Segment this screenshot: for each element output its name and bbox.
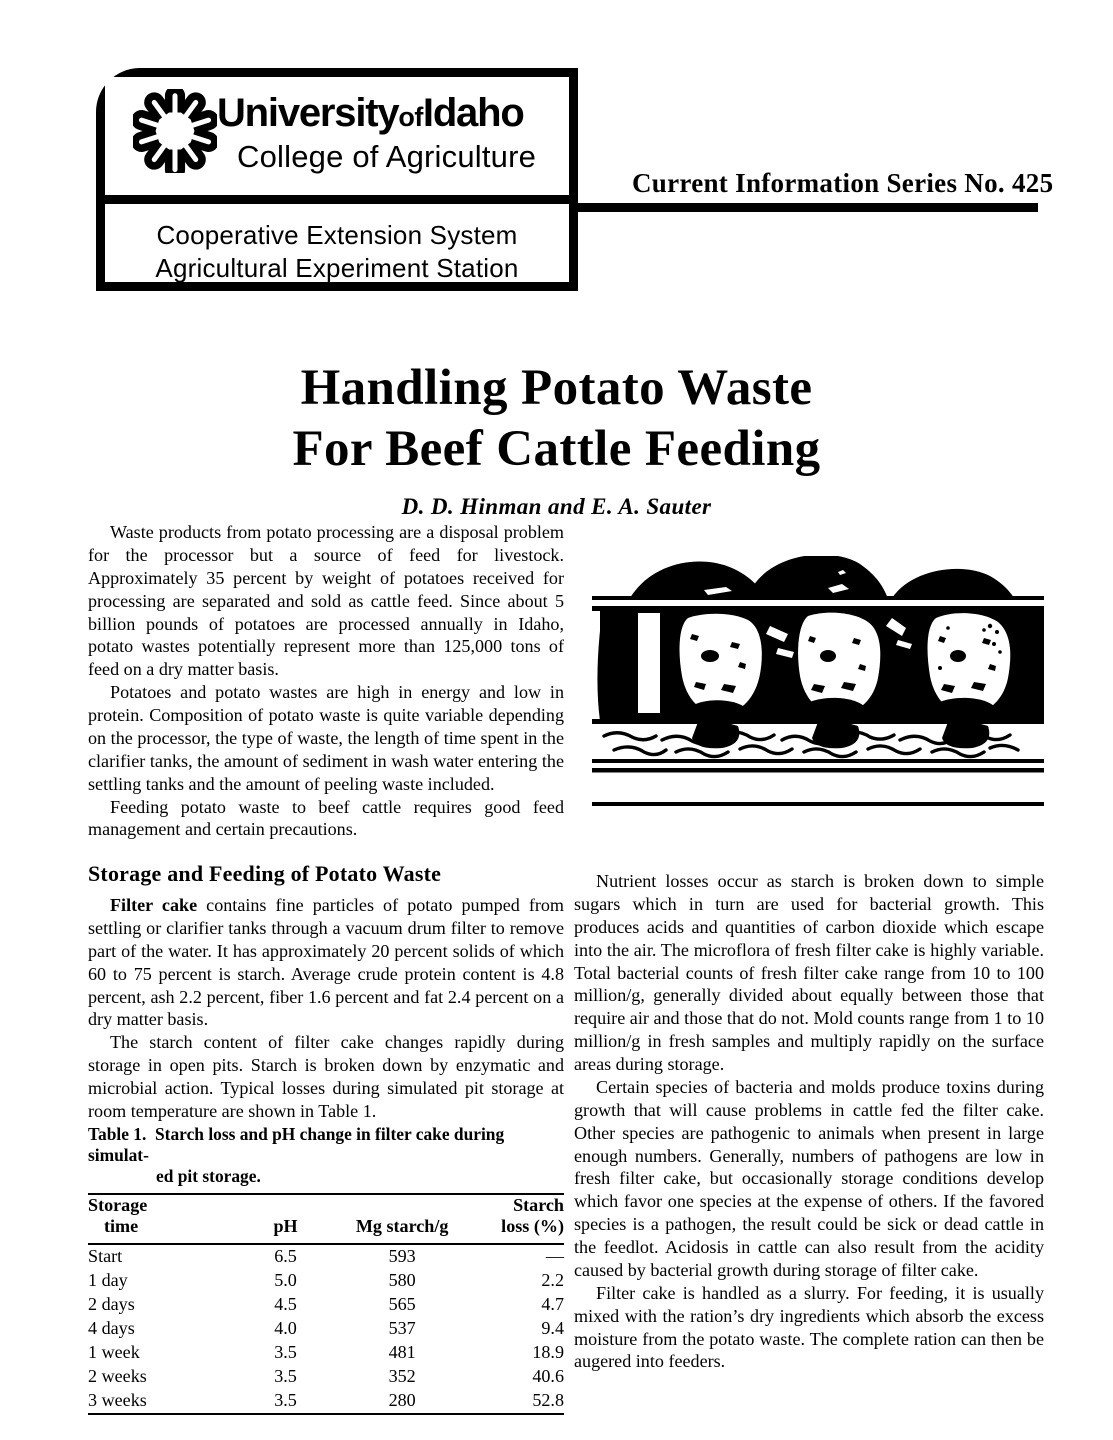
cell-ph: 4.5 — [274, 1294, 297, 1315]
table-caption — [88, 1124, 564, 1188]
cell-starch-loss: 40.6 — [532, 1365, 564, 1386]
cell-starch-loss: 9.4 — [541, 1318, 564, 1339]
cell-starch-loss: 18.9 — [532, 1341, 564, 1362]
table-caption-line-2: ed pit storage. — [156, 1166, 261, 1187]
header-loss-pct: loss (%) — [501, 1216, 564, 1237]
table-row — [88, 1317, 564, 1341]
table-header — [88, 1194, 564, 1244]
idaho-word: Idaho — [422, 91, 524, 135]
cell-storage-time: 4 days — [88, 1318, 135, 1339]
college-line: College of Agriculture — [237, 139, 537, 174]
right-text-column — [574, 870, 1044, 1373]
table-row — [88, 1269, 564, 1293]
cell-storage-time: 2 days — [88, 1294, 135, 1315]
table-row — [88, 1389, 564, 1414]
column-header-ph — [236, 1194, 336, 1238]
cell-starch-loss: 2.2 — [541, 1270, 564, 1291]
cell-starch-loss: 52.8 — [469, 1389, 564, 1414]
university-wordmark — [217, 93, 524, 133]
authors-byline: D. D. Hinman and E. A. Sauter — [401, 494, 712, 520]
paragraph-filter-cake — [88, 894, 564, 1031]
paragraph: Nutrient losses occur as starch is broken down to simple sugars which in turn are used for bacterial growth. This produces acids and quantities of carbon dioxide which escape into the air. The microflora of fresh filter cake is highly variable. Total bacterial counts of fresh filter cake range from 10 to 100 million/g, generally divided about equally between those that require air and those that do not. Mold counts range from 1 to 10 million/g in fresh samples and multiply rapidly on the surface areas during storage. — [574, 871, 1044, 1074]
header-storage: Storage — [88, 1194, 148, 1215]
cattle-feeding-illustration — [592, 556, 1044, 814]
table-row — [88, 1365, 564, 1389]
starch-loss-table — [88, 1193, 564, 1415]
cell-ph: 5.0 — [274, 1270, 297, 1291]
experiment-station-line: Agricultural Experiment Station — [155, 253, 519, 283]
cell-mg-starch: 580 — [388, 1270, 416, 1291]
table-1-block — [88, 1124, 564, 1415]
cell-storage-time: 1 day — [88, 1270, 128, 1291]
header-ph-label: pH — [273, 1216, 298, 1237]
table-body — [88, 1244, 564, 1414]
table-caption-line-1: Starch loss and pH change in filter cake during simulat- — [88, 1124, 505, 1166]
paragraph: Filter cake is handled as a slurry. For feeding, it is usually mixed with the ration’s dry ingredients which absorb the excess moisture from the potato waste. The complete ration can then be augered into feeders. — [574, 1282, 1044, 1372]
table-caption-label: Table 1. — [88, 1124, 147, 1144]
title-block — [0, 358, 1113, 520]
table-row — [88, 1341, 564, 1365]
paragraph: Feeding potato waste to beef cattle requires good feed management and certain precautions. — [88, 796, 564, 840]
section-heading-storage-and-feeding: Storage and Feeding of Potato Waste — [88, 861, 442, 887]
cell-ph: 4.0 — [274, 1318, 297, 1339]
cell-mg-starch: 537 — [388, 1318, 416, 1339]
header-mg-label: Mg starch/g — [355, 1216, 449, 1237]
cell-ph: 3.5 — [274, 1341, 297, 1362]
cell-starch-loss: — — [545, 1246, 564, 1267]
of-word: of — [398, 102, 423, 132]
paragraph-starch-content: The starch content of filter cake changes rapidly during storage in open pits. Starch is broken down by enzymatic and microbial action. Typical losses during simulated pit storage at room temperature are shown in Table 1. — [88, 1032, 564, 1121]
masthead-upper-panel — [105, 77, 569, 204]
cell-ph: 3.5 — [236, 1389, 336, 1414]
table-header-row — [88, 1194, 564, 1238]
cell-mg-starch: 352 — [388, 1365, 416, 1386]
cell-storage-time: 1 week — [88, 1341, 140, 1362]
masthead-horizontal-rule — [578, 203, 1038, 212]
paragraph: Waste products from potato processing are a disposal problem for the processor but a source of feed for livestock. Approximately 35 percent by weight of potatoes received for processing are separated and sold as cattle feed. Since about 5 billion pounds of potatoes are processed annually in Idaho, potato wastes potentially represent more than 125,000 tons of feed on a dry matter basis. — [88, 522, 564, 680]
cell-mg-starch: 280 — [336, 1389, 469, 1414]
filter-cake-body: contains fine particles of potato pumped from settling or clarifier tanks through a vacuum drum filter to remove part of the water. It has approximately 20 percent solids of which 60 to 75 percent is starch. Average crude protein content is 4.8 percent, ash 2.2 percent, fiber 1.6 percent and fat 2.4 percent on a dry matter basis. — [88, 895, 564, 1030]
cell-storage-time: 2 weeks — [88, 1365, 147, 1386]
filter-cake-lead-in: Filter cake — [110, 895, 198, 916]
page-title — [0, 358, 1113, 480]
cell-starch-loss: 4.7 — [541, 1294, 564, 1315]
paragraph: Certain species of bacteria and molds produce toxins during growth that will cause problems in cattle fed the filter cake. Other species are pathogenic to animals when present in large enough numbers. Generally, numbers of pathogens are low in fresh filter cake, but occasionally storage conditions develop which favor one species at the expense of others. If the favored species is a pathogen, the result could be sick or dead cattle in the feedlot. Acidosis in cattle can also result from the acidity caused by bacterial growth during storage of filter cake. — [574, 1076, 1044, 1280]
series-number-label: Current Information Series No. 425 — [632, 168, 1054, 198]
cell-ph: 3.5 — [274, 1365, 297, 1386]
starburst-logo-icon — [133, 89, 217, 173]
university-word: University — [217, 91, 399, 135]
cell-mg-starch: 481 — [388, 1341, 416, 1362]
left-text-column — [88, 521, 564, 1123]
column-header-starch-loss — [469, 1194, 564, 1238]
table-row — [88, 1244, 564, 1269]
column-header-mg-starch — [336, 1194, 469, 1238]
cell-mg-starch: 565 — [388, 1294, 416, 1315]
masthead — [96, 68, 578, 291]
header-time: time — [104, 1216, 139, 1237]
cell-mg-starch: 593 — [388, 1246, 416, 1267]
column-header-storage-time — [88, 1194, 236, 1238]
paragraph: Potatoes and potato wastes are high in energy and low in protein. Composition of potato waste is quite variable depending on the processor, the type of waste, the length of time spent in the clarifier tanks, the amount of sediment in wash water entering the settling tanks and the amount of peeling waste included. — [88, 682, 564, 794]
cooperative-extension-line: Cooperative Extension System — [156, 220, 518, 250]
masthead-lower-panel — [105, 213, 569, 282]
cell-storage-time: Start — [88, 1246, 123, 1267]
cell-storage-time: 3 weeks — [88, 1389, 236, 1414]
title-line-1: Handling Potato Waste — [300, 360, 813, 416]
cell-ph: 6.5 — [274, 1246, 297, 1267]
table-row — [88, 1293, 564, 1317]
header-starch: Starch — [513, 1194, 564, 1215]
title-line-2: For Beef Cattle Feeding — [292, 421, 821, 478]
